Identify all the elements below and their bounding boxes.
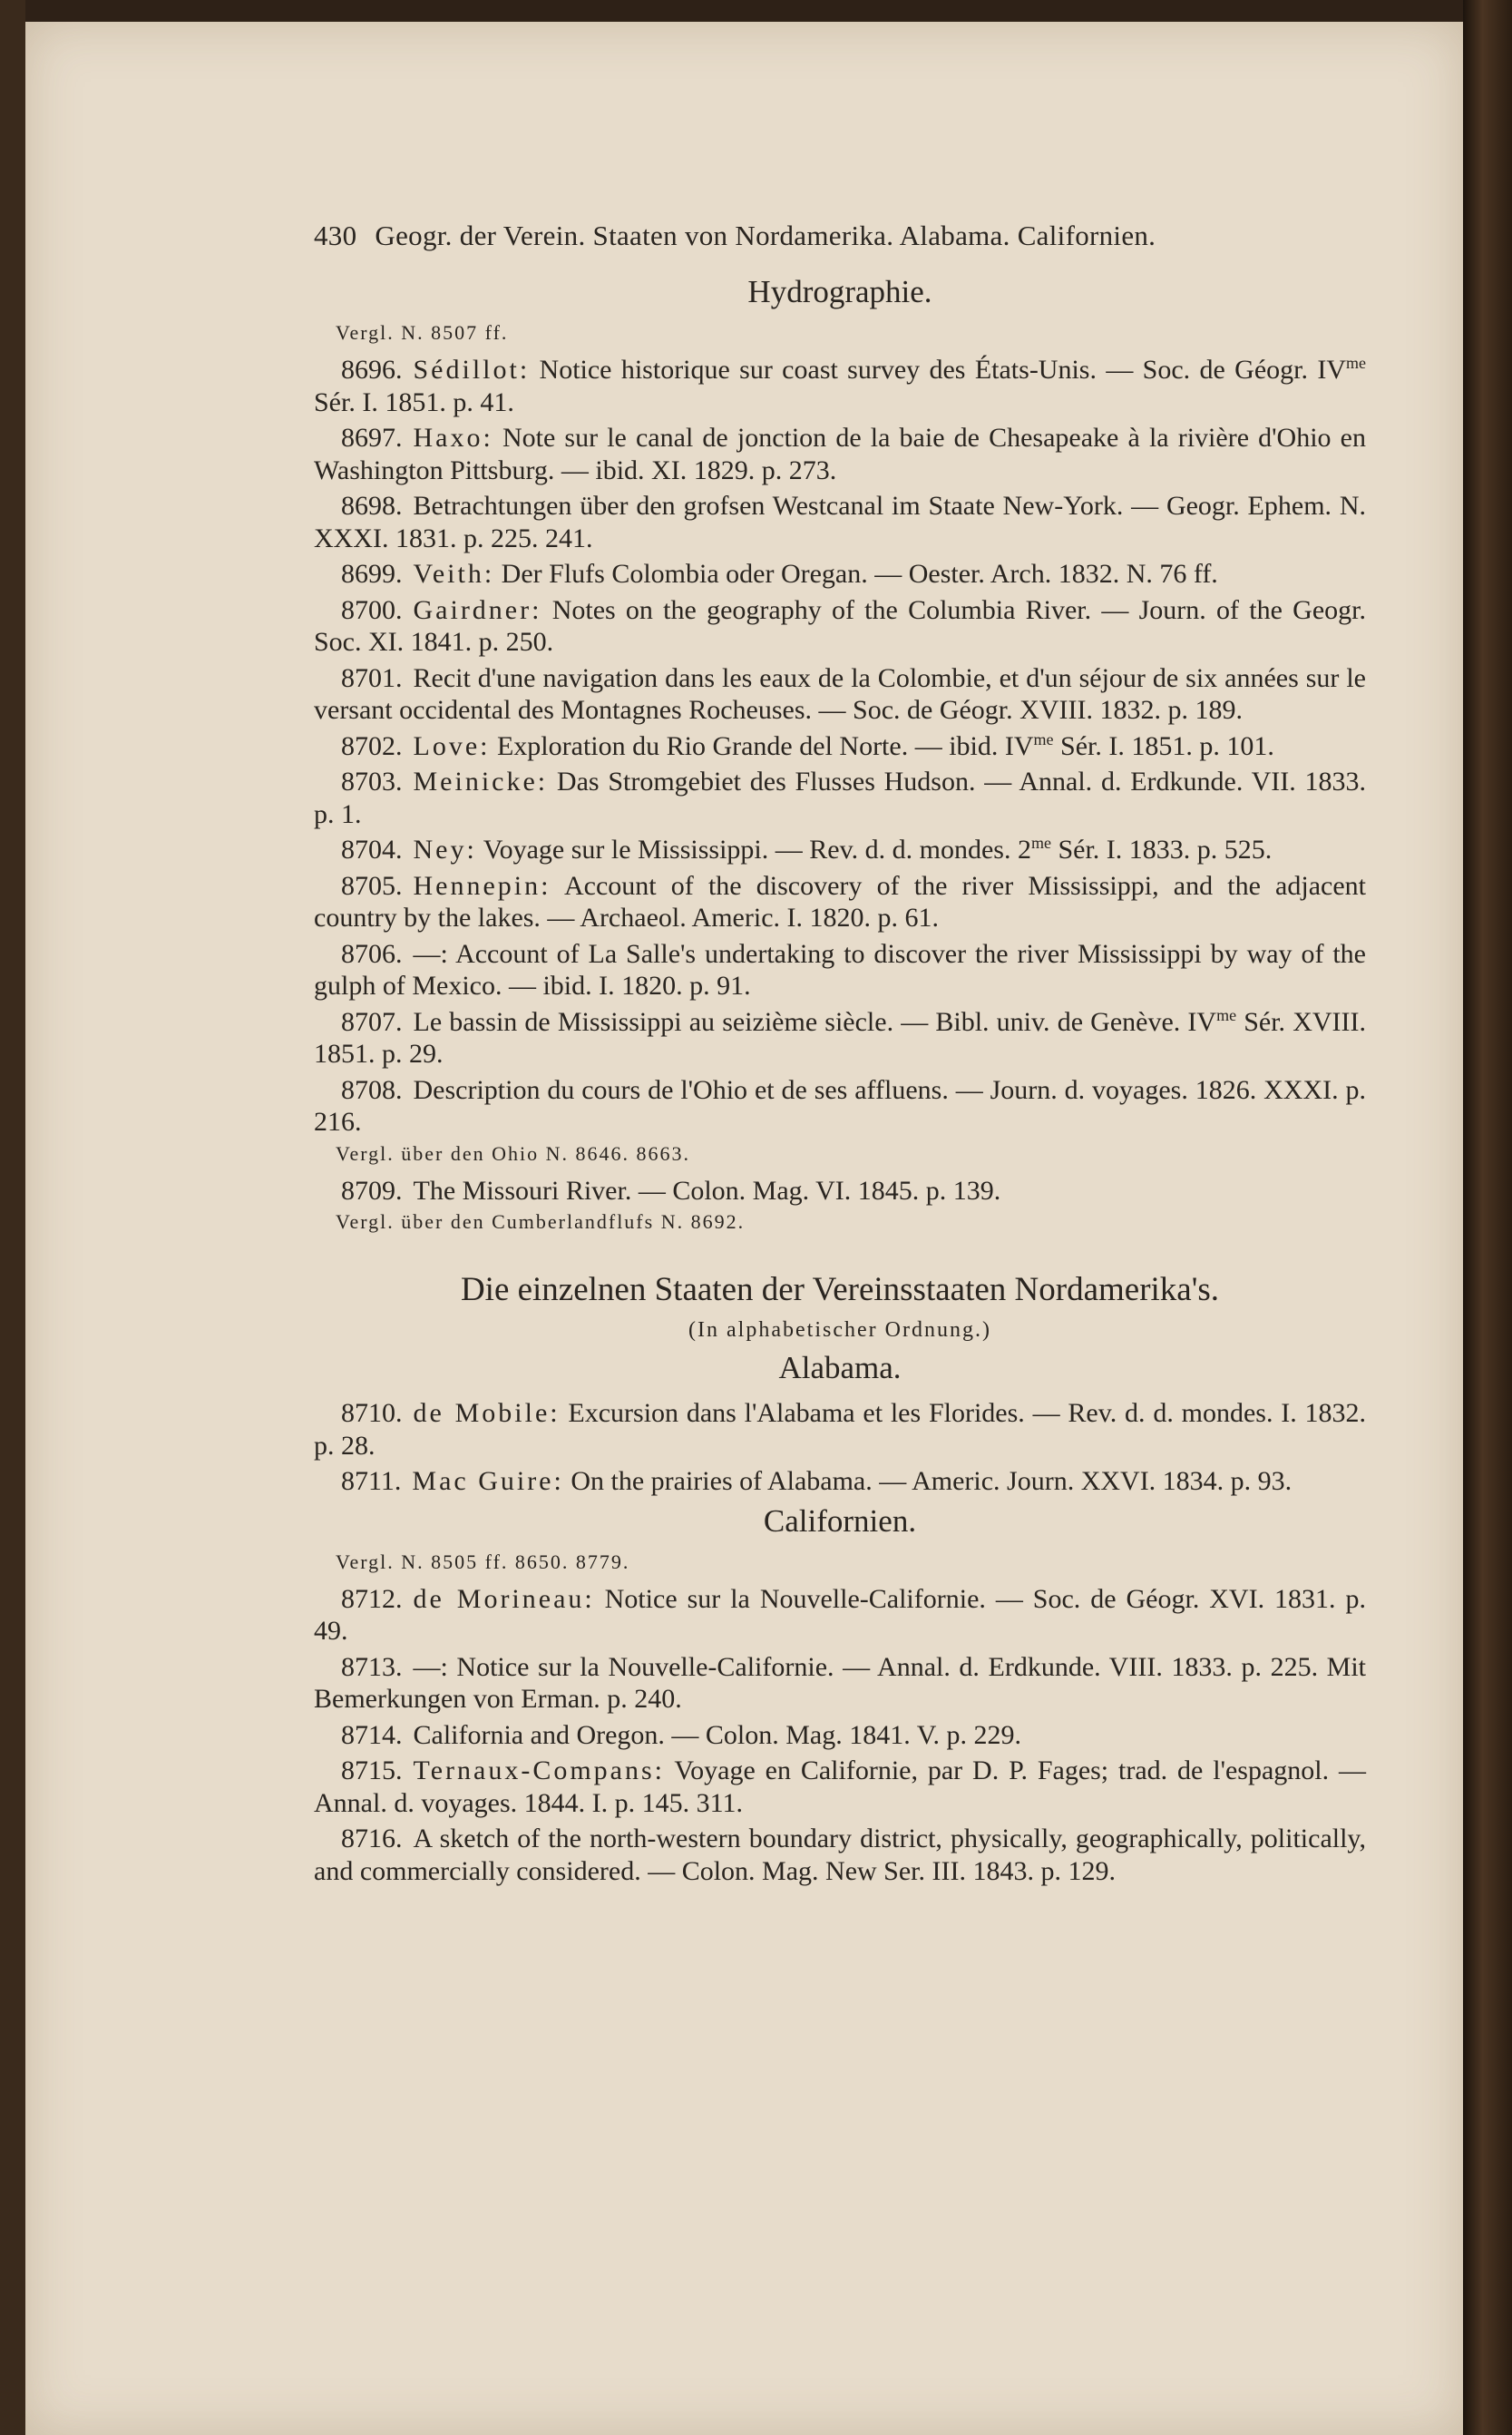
entry-text: —: Account of La Salle's undertaking to discover the river Mississippi by way of the gulph of Mexico. — ibid. I. 1820. p. 91. — [314, 938, 1366, 1001]
superscript: me — [1030, 834, 1051, 852]
entry-author: de Mobile: — [413, 1398, 561, 1428]
entry-number: 8697. — [341, 423, 403, 453]
bibliography-entry — [314, 730, 1366, 763]
section-alabama — [314, 1350, 1366, 1498]
section-hydro — [314, 274, 1366, 1234]
entry-number: 8698. — [341, 491, 403, 521]
bibliography-entry — [314, 1583, 1366, 1648]
entry-text: Voyage sur le Mississippi. — Rev. d. d. mondes. 2 — [476, 835, 1031, 865]
book-spine — [1463, 0, 1512, 2435]
entry-text-cont: Sér. XVIII. 1851. p. 29. — [314, 1006, 1366, 1069]
bibliography-entry — [314, 490, 1366, 554]
entry-text: Notice sur la Nouvelle-Californie. — Soc. de Géogr. XVI. 1831. p. 49. — [314, 1583, 1366, 1646]
entry-number: 8716. — [341, 1824, 403, 1853]
entry-text: The Missouri River. — Colon. Mag. VI. 1845. p. 139. — [413, 1175, 1001, 1206]
bibliography-entry — [314, 558, 1366, 591]
entry-text: Le bassin de Mississippi au seizième siècle. — Bibl. univ. de Genève. IV — [413, 1006, 1217, 1037]
entry-author: Love: — [413, 730, 491, 761]
bibliography-entry — [314, 1006, 1366, 1071]
entry-number: 8700. — [341, 594, 403, 625]
entry-number: 8711. — [341, 1466, 402, 1496]
entry-number: 8699. — [341, 559, 403, 589]
page-number: 430 — [314, 220, 357, 251]
entry-text: Recit d'une navigation dans les eaux de la Colombie, et d'un séjour de six années sur le versant occidental des Montagnes Rocheuses. — Soc. de Géogr. XVIII. 1832. p. 189. — [314, 662, 1366, 725]
page-content — [314, 220, 1366, 1891]
bibliography-entry — [314, 766, 1366, 830]
entry-number: 8713. — [341, 1651, 403, 1682]
superscript: me — [1346, 354, 1366, 372]
bibliography-entry — [314, 1074, 1366, 1139]
entry-number: 8710. — [341, 1398, 403, 1428]
entry-author: Hennepin: — [413, 870, 551, 901]
entry-author: Haxo: — [413, 423, 493, 453]
entry-number: 8706. — [341, 938, 403, 969]
entry-author: Ternaux-Compans: — [413, 1755, 666, 1785]
entry-text: Das Stromgebiet des Flusses Hudson. — Annal. d. Erdkunde. VII. 1833. p. 1. — [314, 767, 1366, 829]
entry-number: 8701. — [341, 662, 403, 693]
entry-text: A sketch of the north-western boundary district, physically, geographically, politically, and commercially considered. — Colon. Mag. New Ser. III. 1843. p. 129. — [314, 1824, 1366, 1886]
bibliography-entry — [314, 422, 1366, 486]
bibliography-entry — [314, 870, 1366, 934]
bibliography-entry — [314, 354, 1366, 418]
cross-reference: Vergl. N. 8507 ff. — [336, 321, 509, 344]
entry-author: Meinicke: — [413, 767, 549, 797]
entry-number: 8702. — [341, 730, 403, 761]
entry-author: Sédillot: — [413, 355, 531, 385]
entry-text: Description du cours de l'Ohio et de ses affluens. — Journ. d. voyages. 1826. XXXI. p. 216. — [314, 1074, 1366, 1137]
entry-author: Gairdner: — [413, 594, 542, 625]
section-title: Hydrographie. — [747, 274, 932, 309]
cross-reference: Vergl. N. 8505 ff. 8650. 8779. — [336, 1550, 630, 1573]
bibliography-entry — [314, 594, 1366, 659]
cross-reference: Vergl. über den Cumberlandflufs N. 8692. — [336, 1210, 746, 1233]
section-title: Alabama. — [778, 1350, 902, 1385]
bibliography-entry — [314, 1397, 1366, 1462]
cross-reference: Vergl. über den Ohio N. 8646. 8663. — [336, 1141, 690, 1165]
bibliography-entry — [314, 1465, 1366, 1498]
entry-number: 8709. — [341, 1175, 403, 1206]
bibliography-entry — [314, 1755, 1366, 1819]
running-head — [314, 220, 1366, 252]
entry-number: 8707. — [341, 1006, 403, 1037]
entry-author: Ney: — [413, 835, 477, 865]
entry-text: Voyage en Californie, par D. P. Fages; trad. de l'espagnol. — Annal. d. voyages. 1844. I. p. 145. 311. — [314, 1755, 1366, 1818]
entry-text: Excursion dans l'Alabama et les Florides. — Rev. d. d. mondes. I. 1832. p. 28. — [314, 1398, 1367, 1461]
bibliography-entry — [314, 834, 1366, 866]
entry-text: Exploration du Rio Grande del Norte. — ibid. IV — [490, 730, 1034, 761]
entry-number: 8715. — [341, 1755, 403, 1785]
entry-text: California and Oregon. — Colon. Mag. 1841. V. p. 229. — [413, 1719, 1022, 1750]
entry-text-cont: Sér. I. 1851. p. 101. — [1053, 730, 1274, 761]
entry-text: Notice historique sur coast survey des États-Unis. — Soc. de Géogr. IV — [530, 355, 1346, 385]
section-staaten — [314, 1270, 1366, 1343]
sections-container — [314, 274, 1366, 1887]
entry-text: On the prairies of Alabama. — Americ. Journ. XXVI. 1834. p. 93. — [563, 1466, 1293, 1496]
section-note: (In alphabetischer Ordnung.) — [688, 1318, 991, 1342]
entry-number: 8714. — [341, 1719, 403, 1750]
section-californien — [314, 1503, 1366, 1888]
entry-text: Notes on the geography of the Columbia River. — Journ. of the Geogr. Soc. XI. 1841. p. 250. — [314, 594, 1366, 657]
book-page — [25, 22, 1463, 2435]
entry-author: Veith: — [413, 559, 495, 589]
entry-text-cont: Sér. I. 1851. p. 41. — [314, 386, 514, 417]
entry-number: 8696. — [341, 355, 403, 385]
entry-number: 8705. — [341, 870, 403, 901]
bibliography-entry — [314, 1175, 1366, 1208]
entry-author: Mac Guire: — [412, 1466, 564, 1496]
entry-text: —: Notice sur la Nouvelle-Californie. — Annal. d. Erdkunde. VIII. 1833. p. 225. Mit Bemerkungen von Erman. p. 240. — [314, 1651, 1366, 1714]
entry-text-cont: Sér. I. 1833. p. 525. — [1050, 835, 1273, 865]
entry-text: Betrachtungen über den grofsen Westcanal im Staate New-York. — Geogr. Ephem. N. XXXI. 1831. p. 225. 241. — [314, 491, 1366, 553]
superscript: me — [1216, 1005, 1237, 1024]
entry-author: de Morineau: — [413, 1583, 595, 1614]
bibliography-entry — [314, 1719, 1366, 1752]
entry-text: Der Flufs Colombia oder Oregan. — Oester. Arch. 1832. N. 76 ff. — [494, 559, 1218, 589]
bibliography-entry — [314, 938, 1366, 1002]
running-head-title: Geogr. der Verein. Staaten von Nordamerika. Alabama. Californien. — [375, 220, 1156, 251]
entry-number: 8708. — [341, 1074, 403, 1105]
top-edge — [25, 0, 1463, 22]
bibliography-entry — [314, 1651, 1366, 1716]
bibliography-entry — [314, 662, 1366, 727]
entry-number: 8712. — [341, 1583, 403, 1614]
entry-number: 8703. — [341, 767, 403, 797]
section-title: Californien. — [763, 1502, 917, 1539]
entry-number: 8704. — [341, 835, 403, 865]
section-title: Die einzelnen Staaten der Vereinsstaaten Nordamerika's. — [460, 1271, 1220, 1308]
bibliography-entry — [314, 1823, 1366, 1887]
entry-text: Note sur le canal de jonction de la baie de Chesapeake à la rivière d'Ohio en Washington Pittsburg. — ibid. XI. 1829. p. 273. — [314, 423, 1366, 485]
superscript: me — [1033, 729, 1054, 748]
entry-text: Account of the discovery of the river Mississippi, and the adjacent country by the lakes. — Archaeol. Americ. I. 1820. p. 61. — [314, 870, 1366, 933]
